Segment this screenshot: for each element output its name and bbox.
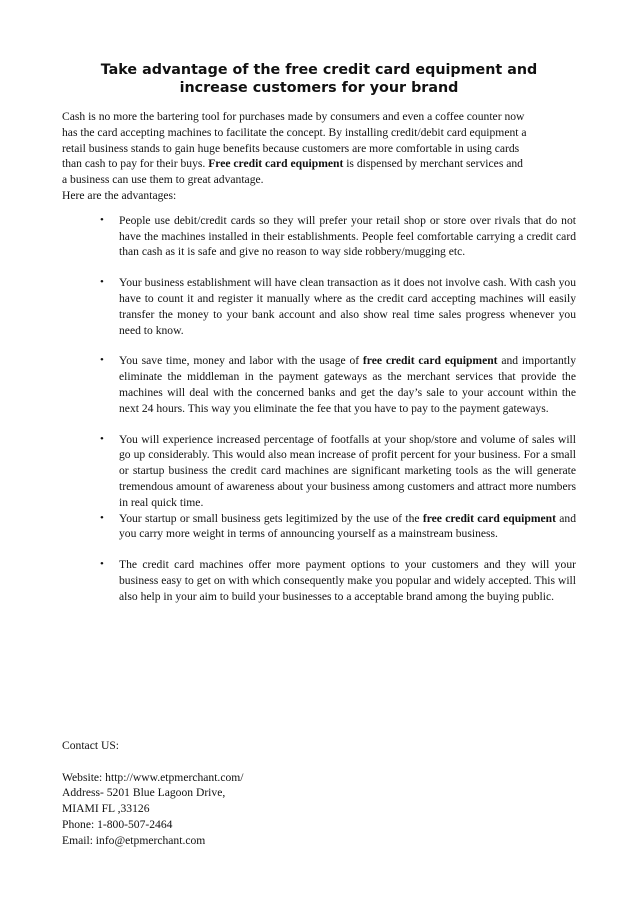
list-item-bold-phrase: free credit card equipment [362, 354, 498, 368]
list-item [62, 557, 576, 604]
intro-line-4 [62, 156, 576, 172]
bullet-icon: • [100, 354, 104, 367]
contact-block [62, 738, 244, 849]
list-item-text-post: and you carry more weight in terms of announcing yourself as a mainstream business. [119, 511, 576, 541]
bullet-icon: • [100, 276, 104, 289]
title-line-1: Take advantage of the free credit card equipment and [100, 62, 538, 78]
advantages-list [62, 213, 576, 605]
contact-heading: Contact US: [62, 739, 120, 752]
list-item [62, 432, 576, 511]
page-title [62, 0, 576, 97]
contact-email: Email: info@etpmerchant.com [62, 833, 206, 847]
intro-line-5: a business can use them to great advantage. [62, 173, 264, 187]
list-item-text: People use debit/credit cards so they will prefer your retail shop or store over rivals that do not have the machines installed in their establishments. People feel comfortable carrying a credit card than cash as it is safe and give no reason to way side robbery/mugging etc. [119, 213, 576, 259]
list-item-text: You will experience increased percentage of footfalls at your shop/store and volume of sales will go up considerably. This would also mean increase of profit percent for your business. For a small or startup business the credit card machines are significant marketing tools as the will generate tremendous amount of awareness about your business among customers and attract more numbers in real quick time. [119, 432, 576, 509]
list-item [62, 275, 576, 338]
intro-line-6: Here are the advantages: [62, 188, 177, 202]
list-item-text-post: and importantly eliminate the middleman in the payment gateways as the merchant services that provide the machines will deal with the concerned banks and get the day’s sale to your account within the next 24 hours. This way you eliminate the fee that you have to pay to the payment gateways. [119, 354, 576, 415]
list-item-text: The credit card machines offer more payment options to your customers and they will your business easy to get on with which consequently make you popular and widely accepted. This will also help in your aim to build your businesses to a acceptable brand among the buying public. [119, 558, 576, 603]
bullet-icon: • [100, 213, 104, 226]
intro-bold-phrase: Free credit card equipment [208, 157, 344, 171]
contact-website: Website: http://www.etpmerchant.com/ [62, 770, 244, 784]
list-item-text-pre: Your startup or small business gets legitimized by the use of the [119, 511, 423, 525]
contact-address: Address- 5201 Blue Lagoon Drive, [62, 786, 226, 800]
list-item-text: Your business establishment will have clean transaction as it does not involve cash. With cash you have to count it and register it manually where as the credit card accepting machines will easily transfer the money to your bank account and also show real time sales progress whenever you need to know. [119, 276, 576, 337]
contact-phone: Phone: 1-800-507-2464 [62, 817, 173, 831]
list-item-bold-phrase: free credit card equipment [422, 511, 556, 525]
intro-paragraph [62, 109, 576, 204]
bullet-icon: • [100, 432, 104, 445]
list-item [62, 213, 576, 260]
intro-line-3: retail business stands to gain huge benefits because customers are more comfortable in using cards [62, 141, 520, 155]
title-line-2: increase customers for your brand [179, 80, 459, 96]
intro-line-4-pre: than cash to pay for their buys. [62, 157, 209, 171]
intro-line-1: Cash is no more the bartering tool for purchases made by consumers and even a coffee counter now [62, 110, 525, 123]
contact-city: MIAMI FL ,33126 [62, 802, 150, 816]
list-item-text-pre: You save time, money and labor with the usage of [119, 354, 363, 368]
list-item [62, 511, 576, 543]
list-item [62, 353, 576, 416]
intro-line-2: has the card accepting machines to facilitate the concept. By installing credit/debit card equipment a [62, 125, 527, 139]
bullet-icon: • [100, 511, 104, 524]
contact-spacer [62, 754, 244, 770]
intro-line-4-post: is dispensed by merchant services and [343, 157, 523, 171]
bullet-icon: • [100, 558, 104, 571]
